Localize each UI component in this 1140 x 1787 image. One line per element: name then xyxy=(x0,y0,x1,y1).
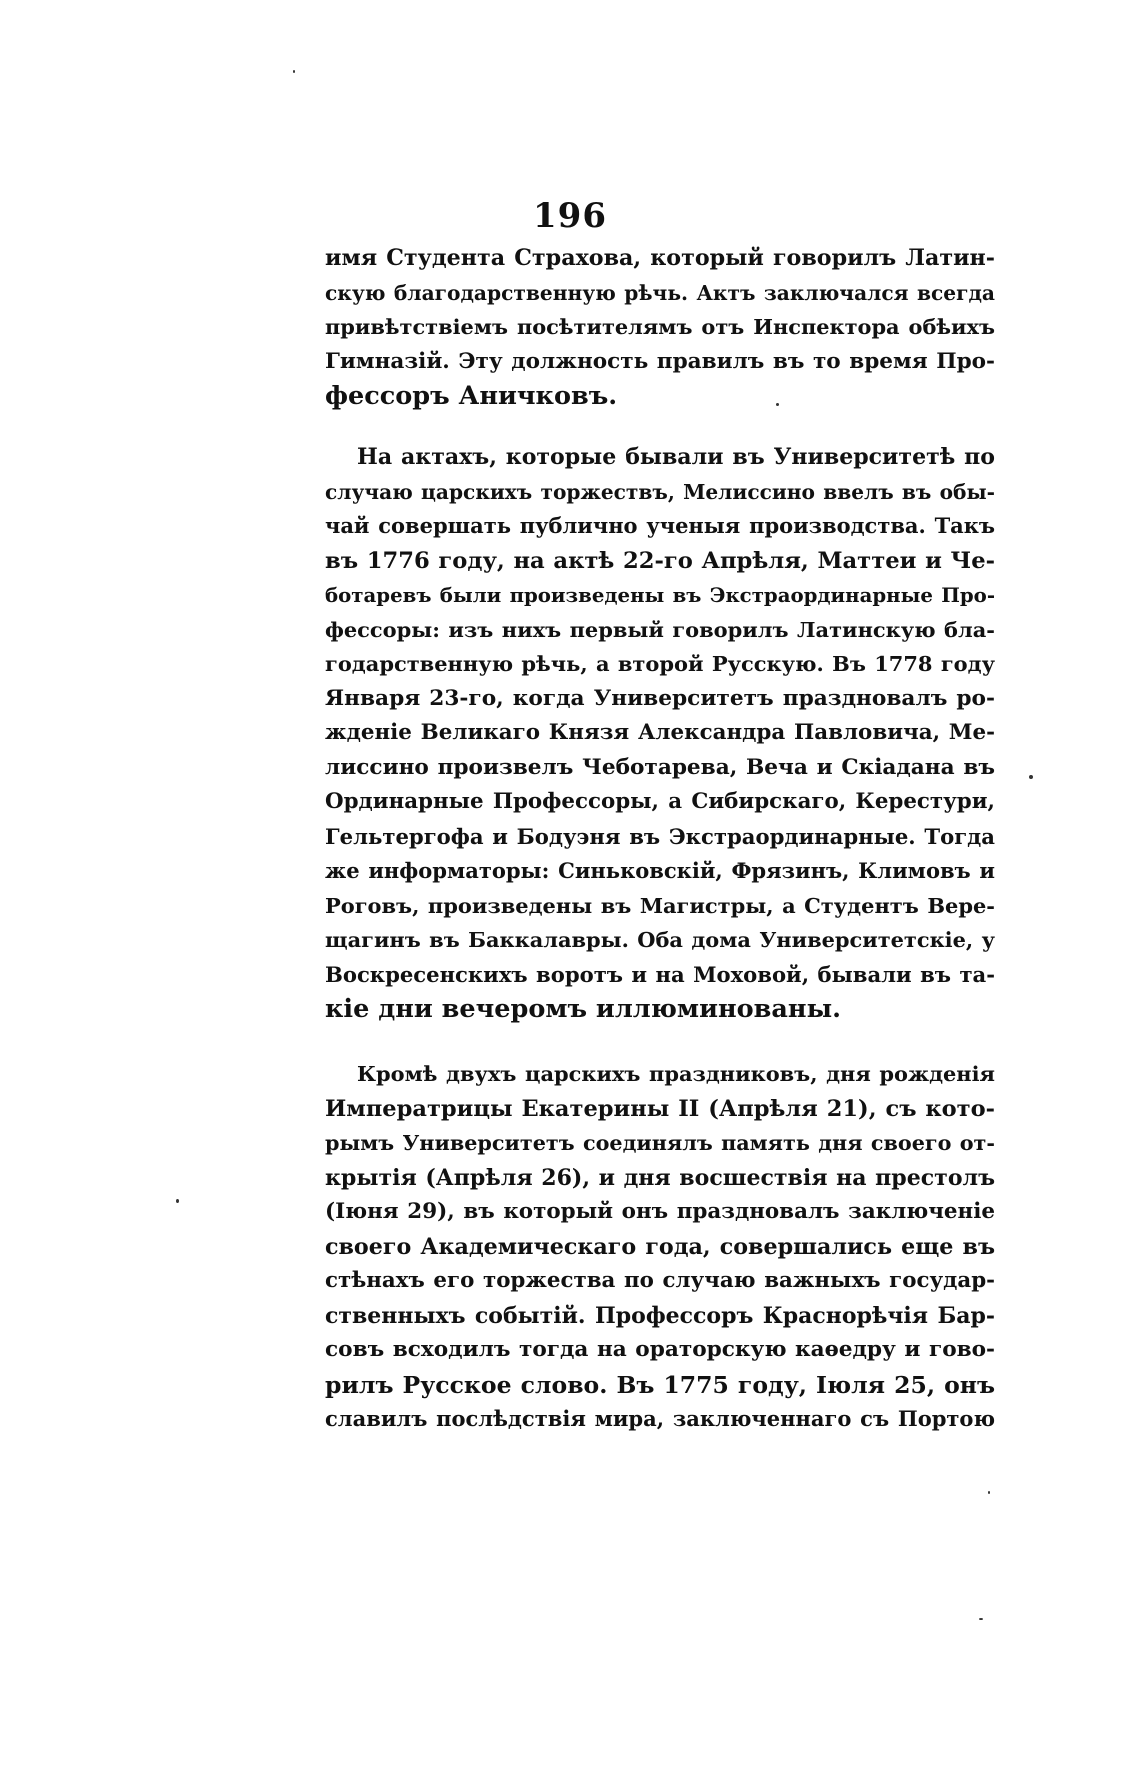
paragraph-2 xyxy=(325,440,995,1027)
text-line: фессоры: изъ нихъ первый говорилъ Латинскую бла- xyxy=(325,616,995,642)
text-line: Января 23-го, когда Университетъ праздновалъ ро- xyxy=(325,685,995,711)
text-line: Кромѣ двухъ царскихъ праздниковъ, дня рожденія xyxy=(357,1061,995,1086)
text-line: въ 1776 году, на актѣ 22-го Апрѣля, Маттеи и Че- xyxy=(325,547,995,574)
scan-speck xyxy=(988,1491,990,1494)
text-line: имя Студента Страхова, который говорилъ Латин- xyxy=(325,245,995,271)
text-line: Воскресенскихъ воротъ и на Моховой, бывали въ та- xyxy=(325,961,995,987)
paragraph-3 xyxy=(325,1057,995,1437)
text-line: годарственную рѣчь, а второй Русскую. Въ 1778 году xyxy=(325,651,995,676)
text-line: Роговъ, произведены въ Магистры, а Студентъ Вере- xyxy=(325,892,995,918)
scan-speck xyxy=(176,1199,179,1203)
text-line: кіе дни вечеромъ иллюминованы. xyxy=(325,994,842,1024)
text-line: Ординарные Профессоры, а Сибирскаго, Керестури, xyxy=(325,789,995,814)
text-line: фессоръ Аничковъ. xyxy=(325,381,618,411)
text-line: ботаревъ были произведены въ Экстраординарные Про- xyxy=(325,583,995,607)
scan-speck xyxy=(979,1618,983,1620)
paragraph-1 xyxy=(325,241,995,414)
text-line: рилъ Русское слово. Въ 1775 году, Іюля 25, онъ xyxy=(325,1370,995,1399)
text-line: случаю царскихъ торжествъ, Мелиссино ввелъ въ обы- xyxy=(325,479,995,504)
text-line: На актахъ, которые бывали въ Университетѣ по xyxy=(357,444,995,470)
text-line: Гимназій. Эту должность правилъ въ то время Про- xyxy=(325,348,995,374)
text-line: рымъ Университетъ соединялъ память дня своего от- xyxy=(325,1131,995,1155)
text-line: жденіе Великаго Князя Александра Павловича, Ме- xyxy=(325,720,995,745)
scan-speck xyxy=(293,70,295,73)
text-line: чай совершать публично ученыя производства. Такъ xyxy=(325,513,995,538)
page-number: 196 xyxy=(533,196,607,236)
scan-speck xyxy=(1029,775,1033,779)
text-line: Гельтергофа и Бодуэня въ Экстраординарные. Тогда xyxy=(325,823,995,849)
scan-speck xyxy=(776,403,779,406)
text-line: щагинъ въ Баккалавры. Оба дома Университетскіе, у xyxy=(325,927,995,952)
text-line: ственныхъ событій. Профессоръ Краснорѣчія Бар- xyxy=(325,1302,995,1329)
text-line: своего Академическаго года, совершались еще въ xyxy=(325,1233,995,1260)
text-line: скую благодарственную рѣчь. Актъ заключался всегда xyxy=(325,280,995,305)
text-line: лиссино произвелъ Чеботарева, Веча и Скіадана въ xyxy=(325,754,995,780)
text-line: Императрицы Екатерины II (Апрѣля 21), съ кото- xyxy=(325,1095,995,1122)
text-line: (Іюня 29), въ который онъ праздновалъ заключеніе xyxy=(325,1199,995,1224)
text-line: крытія (Апрѣля 26), и дня восшествія на престолъ xyxy=(325,1164,995,1191)
text-line: же информаторы: Синьковскій, Фрязинъ, Климовъ и xyxy=(325,858,995,883)
text-line: совъ всходилъ тогда на ораторскую каѳедру и гово- xyxy=(325,1337,995,1362)
text-line: стѣнахъ его торжества по случаю важныхъ государ- xyxy=(325,1268,995,1293)
text-line: привѣтствіемъ посѣтителямъ отъ Инспектора обѣихъ xyxy=(325,314,995,339)
text-line: славилъ послѣдствія мира, заключеннаго съ Портою xyxy=(325,1406,995,1431)
